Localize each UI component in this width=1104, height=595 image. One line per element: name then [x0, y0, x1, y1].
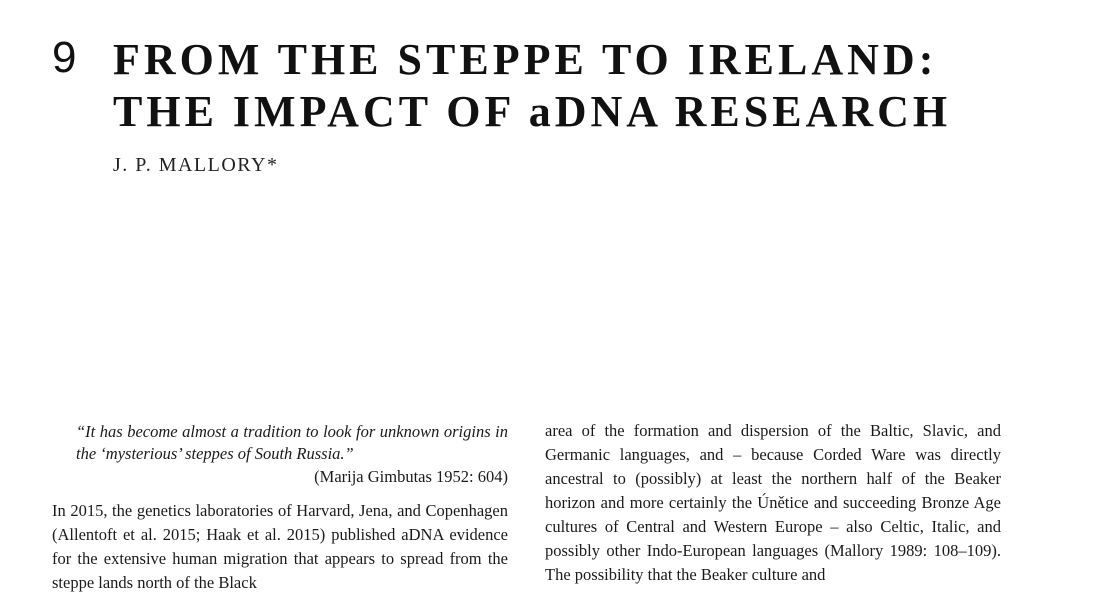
epigraph-citation: (Marija Gimbutas 1952: 604): [314, 467, 508, 486]
right-column: [545, 419, 1001, 587]
author-name: J. P. MALLORY*: [113, 154, 279, 176]
chapter-title-line-2: THE IMPACT OF aDNA RESEARCH: [113, 87, 952, 136]
chapter-title: [113, 34, 951, 138]
chapter-number: 9: [52, 33, 77, 82]
epigraph: [52, 421, 508, 489]
epigraph-quote: “It has become almost a tradition to look for unknown origins in the ‘mysterious’ steppes of South Russia.”: [76, 422, 508, 463]
chapter-title-line-1: FROM THE STEPPE TO IRELAND:: [113, 35, 938, 84]
body-paragraph-right: area of the formation and dispersion of the Baltic, Slavic, and Germanic languages, and – because Corded Ware was directly ancestral to (possibly) at least the northern half of the Beaker horizon and more certainly the Únětice and succeeding Bronze Age cultures of Central and Western Europe – also Celtic, Italic, and possibly other Indo-European languages (Mallory 1989: 108–109). The possibility that the Beaker culture and: [545, 421, 1001, 584]
left-column: [52, 419, 508, 595]
body-paragraph-left: In 2015, the genetics laboratories of Harvard, Jena, and Copenhagen (Allentoft et al. 2015; Haak et al. 2015) published aDNA evidence for the extensive human migration that appears to spread from the steppe lands north of the Black: [52, 501, 508, 592]
